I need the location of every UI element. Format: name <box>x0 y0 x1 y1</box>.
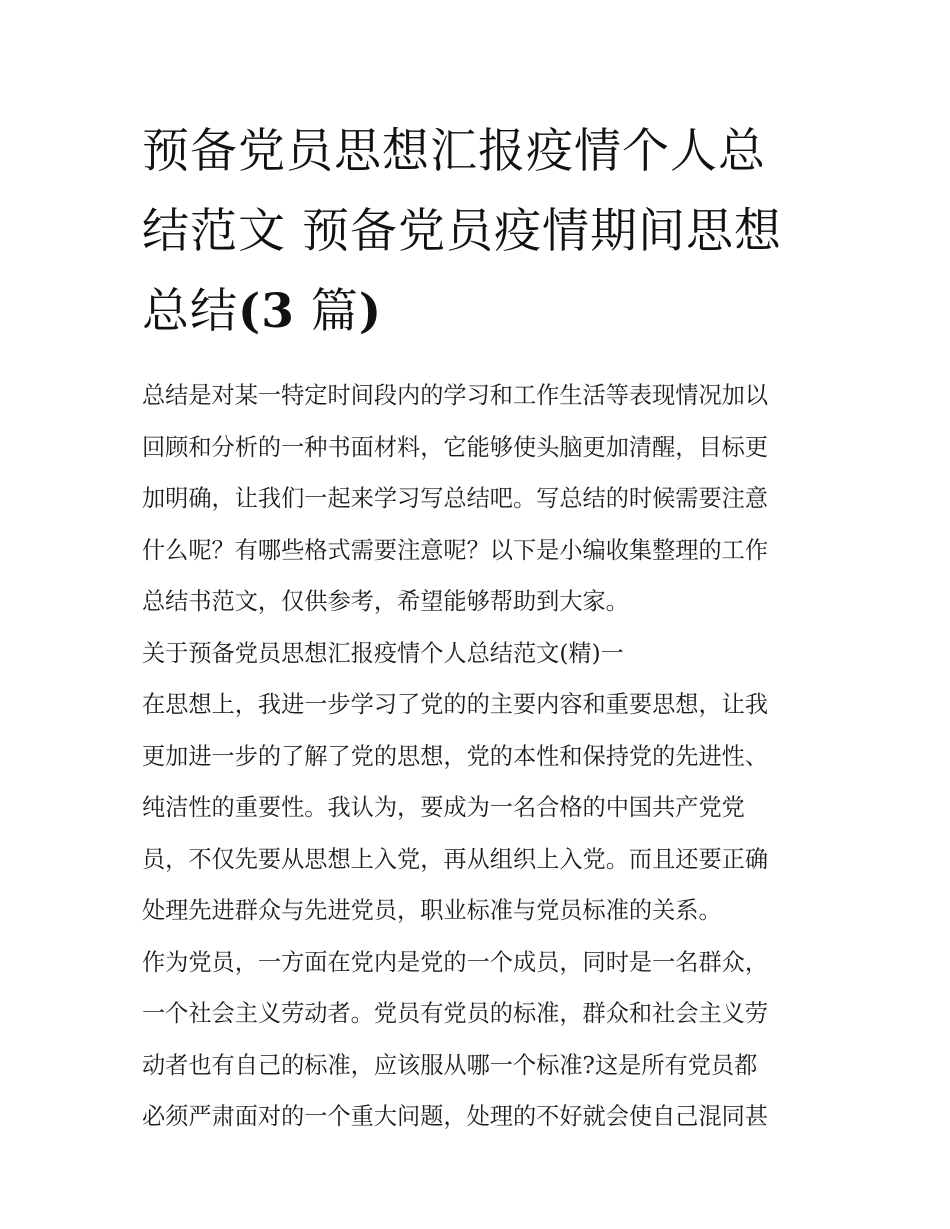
intro-paragraph <box>142 370 814 628</box>
section-heading: 关于预备党员思想汇报疫情个人总结范文(精)一 <box>142 639 624 667</box>
document-title <box>142 112 814 352</box>
document-body <box>142 370 814 1143</box>
text-line: 总结是对某一特定时间段内的学习和工作生活等表现情况加以 <box>142 382 769 409</box>
title-count-word: 篇 <box>294 284 359 339</box>
title-line: 结范文 预备党员疫情期间思想 <box>142 204 782 259</box>
title-line-text: 总结 <box>142 284 238 339</box>
text-line: 处理先进群众与先进党员，职业标准与党员标准的关系。 <box>142 897 722 924</box>
text-line: 作为党员，一方面在党内是党的一个成员，同时是一名群众， <box>142 948 769 976</box>
text-line: 什么呢？有哪些格式需要注意呢？以下是小编收集整理的工作 <box>142 536 769 564</box>
body-paragraph <box>142 937 814 1143</box>
text-line: 加明确，让我们一起来学习写总结吧。写总结的时候需要注意 <box>142 485 769 512</box>
text-line: 回顾和分析的一种书面材料，它能够使头脑更加清醒，目标更 <box>142 433 769 461</box>
text-line: 动者也有自己的标准，应该服从哪一个标准?这是所有党员都 <box>142 1051 758 1079</box>
title-count: 3 <box>261 284 295 339</box>
text-line: 必须严肃面对的一个重大问题，处理的不好就会使自己混同甚 <box>142 1103 769 1130</box>
title-open-paren: ( <box>238 284 262 339</box>
text-line: 在思想上，我进一步学习了党的的主要内容和重要思想，让我 <box>142 691 769 718</box>
text-line: 更加进一步的了解了党的思想，党的本性和保持党的先进性、 <box>142 742 769 770</box>
document-content <box>142 112 814 1143</box>
body-paragraph <box>142 679 814 937</box>
text-line: 一个社会主义劳动者。党员有党员的标准，群众和社会主义劳 <box>142 1000 769 1027</box>
text-line: 纯洁性的重要性。我认为，要成为一名合格的中国共产党党 <box>142 794 745 821</box>
title-close-paren: ) <box>358 284 383 339</box>
title-line: 预备党员思想汇报疫情个人总 <box>142 124 766 179</box>
text-line: 总结书范文，仅供参考，希望能够帮助到大家。 <box>142 588 629 615</box>
title-line <box>142 272 814 352</box>
text-line: 员，不仅先要从思想上入党，再从组织上入党。而且还要正确 <box>142 845 769 873</box>
